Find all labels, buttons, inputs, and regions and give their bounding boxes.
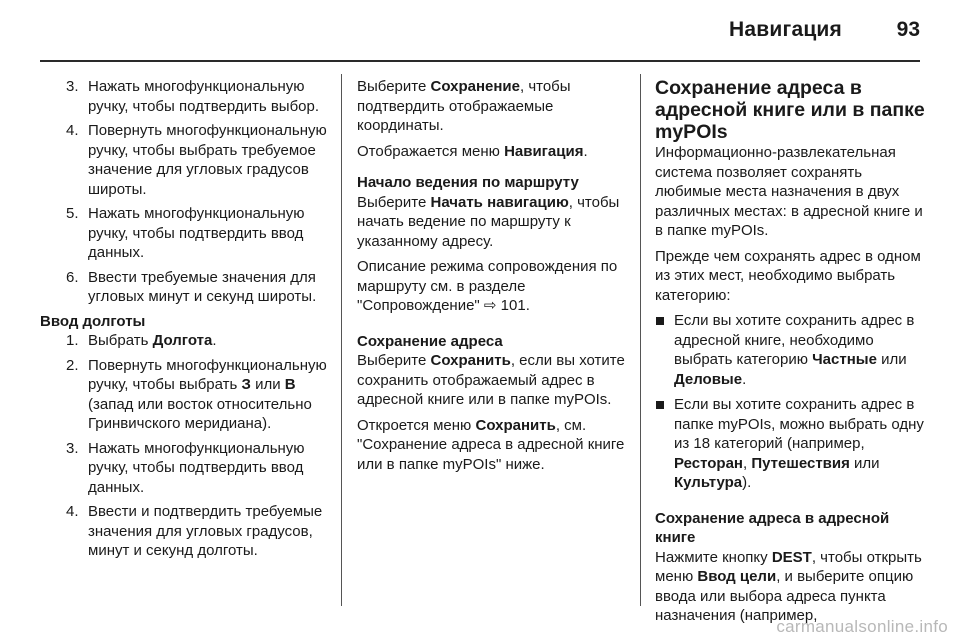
page-reference-icon: ⇨ (483, 297, 497, 314)
list-item: Если вы хотите сохранить адрес в папке myPOIs, можно выбрать одну из 18 категорий (например, Ресторан, Путешествия или Культура). (655, 395, 931, 493)
address-book-heading: Сохранение адреса в адресной книге (655, 509, 890, 546)
list-item: 5. Нажать многофункциональную ручку, чтобы подтвердить ввод данных. (66, 205, 305, 261)
category-bullet-list (655, 311, 931, 493)
paragraph: Описание режима сопровождения по маршруту см. в разделе "Сопровождение" ⇨ 101. (357, 258, 618, 314)
column-2 (357, 77, 629, 480)
paragraph: Откроется меню Сохранить, см. "Сохранение адреса в адресной книге или в папке myPOIs" ниже. (357, 416, 625, 473)
list-item: 2. Повернуть многофункциональную ручку, чтобы выбрать З или В (запад или восток относительно Гринвичского меридиана). (66, 356, 327, 432)
longitude-heading: Ввод долготы (40, 312, 146, 330)
list-item: 1. Выбрать Долгота. (66, 332, 217, 349)
start-guidance-heading: Начало ведения по маршруту (357, 174, 579, 191)
page-header (0, 0, 960, 60)
column-3 (655, 77, 931, 632)
list-item: Если вы хотите сохранить адрес в адресной книге, необходимо выбрать категорию Частные или Деловые. (655, 311, 931, 389)
paragraph: Отображается меню Навигация. (357, 142, 588, 160)
paragraph: Нажмите кнопку DEST, чтобы открыть меню Ввод цели, и выберите опцию ввода или выбора адреса пункта назначения (например, (655, 548, 922, 624)
list-item: 4. Повернуть многофункциональную ручку, чтобы выбрать требуемое значение для угловых градусов широты. (66, 122, 327, 198)
paragraph: Выберите Сохранить, если вы хотите сохранить отображаемый адрес в адресной книге или в папке myPOIs. (357, 352, 625, 408)
paragraph: Выберите Начать навигацию, чтобы начать ведение по маршруту к указанному адресу. (357, 193, 620, 250)
section-title: Сохранение адреса в адресной книге или в папке myPOIs (655, 77, 925, 143)
page-title: Навигация (729, 18, 842, 41)
paragraph: Выберите Сохранение, чтобы подтвердить отображаемые координаты. (357, 78, 571, 134)
list-item: 3. Нажать многофункциональную ручку, чтобы подтвердить ввод данных. (66, 439, 305, 496)
list-item: 6. Ввести требуемые значения для угловых минут и секунд широты. (66, 268, 317, 305)
column-divider-left (341, 74, 342, 606)
bullet-square-icon (656, 401, 664, 409)
save-address-heading: Сохранение адреса (357, 332, 503, 350)
bullet-square-icon (656, 317, 664, 325)
column-divider-right (640, 74, 641, 606)
latitude-steps-list (60, 77, 330, 307)
header-rule (40, 60, 920, 62)
page-number: 93 (896, 18, 920, 41)
watermark: carmanualsonline.info (776, 617, 948, 636)
column-1 (40, 77, 330, 566)
paragraph: Прежде чем сохранять адрес в одном из этих мест, необходимо выбрать категорию: (655, 247, 921, 304)
list-item: 4. Ввести и подтвердить требуемые значения для угловых градусов, минут и секунд долготы. (66, 503, 323, 559)
list-item: 3. Нажать многофункциональную ручку, чтобы подтвердить выбор. (66, 78, 320, 115)
paragraph: Информационно-развлекательная система позволяет сохранять любимые места назначения в двух различных местах: в адресной книге и в папке myPOIs. (655, 144, 923, 239)
longitude-steps-list (60, 331, 330, 561)
